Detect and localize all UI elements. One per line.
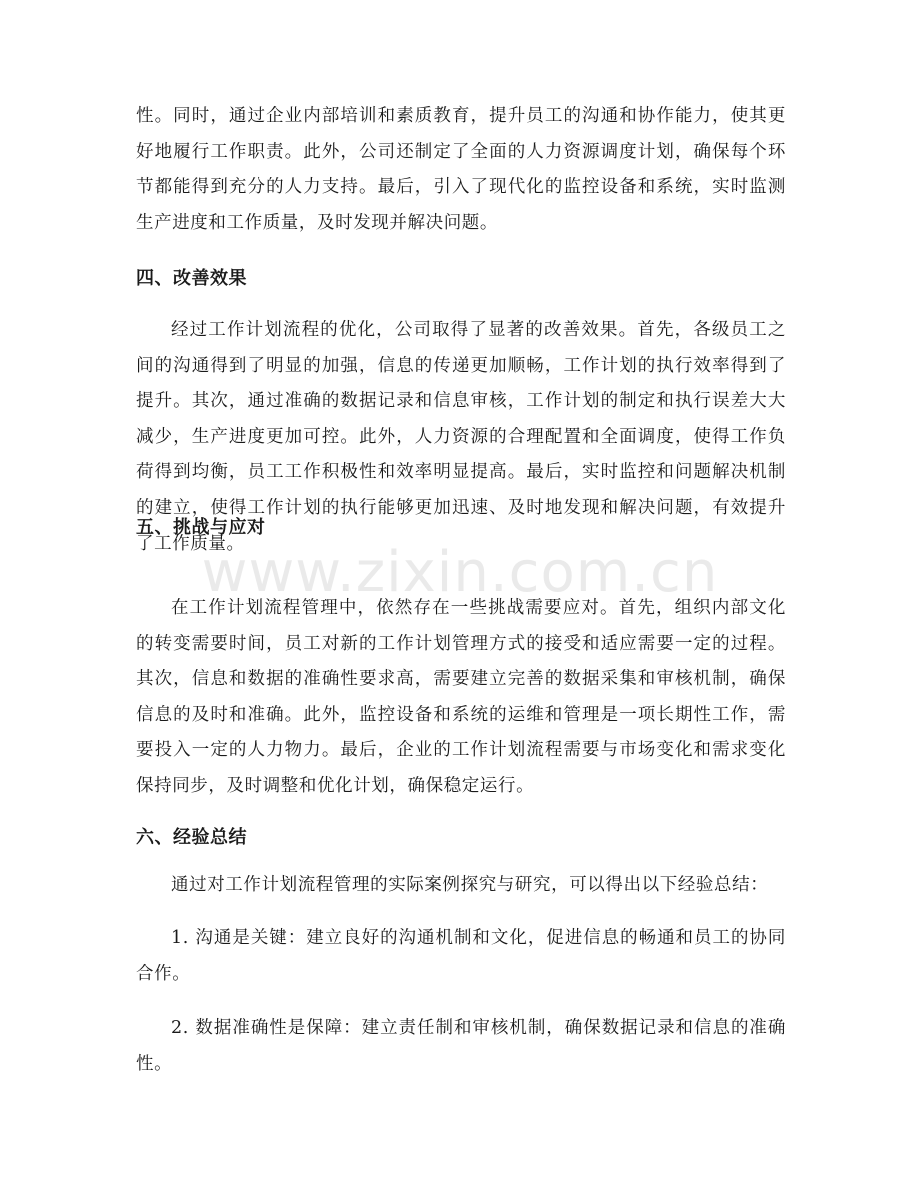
summary-list-item: 1. 沟通是关键：建立良好的沟通机制和文化，促进信息的畅通和员工的协同合作。 bbox=[136, 928, 786, 984]
watermark: www.zixin.com.cn bbox=[201, 540, 719, 605]
section-heading-improvement: 四、改善效果 bbox=[136, 268, 247, 289]
section-heading-summary: 六、经验总结 bbox=[136, 827, 247, 848]
section-heading-challenges: 五、挑战与应对 bbox=[136, 517, 266, 538]
section-paragraph-improvement: 经过工作计划流程的优化，公司取得了显著的改善效果。首先，各级员工之间的沟通得到了明显的加强，信息的传递更加顺畅，工作计划的执行效率得到了提升。其次，通过准确的数据记录和信息审核，工作计划的制定和执行误差大大减少，生产进度更加可控。此外，人力资源的合理配置和全面调度，使得工作负荷得到均衡，员工工作积极性和效率明显提高。最后，实时监控和问题解决机制的建立，使得工作计划的执行能够更加迅速、及时地发现和解决问题，有效提升了工作质量。 bbox=[136, 320, 786, 554]
continuation-paragraph: 性。同时，通过企业内部培训和素质教育，提升员工的沟通和协作能力，使其更好地履行工作职责。此外，公司还制定了全面的人力资源调度计划，确保每个环节都能得到充分的人力支持。最后，引入了现代化的监控设备和系统，实时监测生产进度和工作质量，及时发现并解决问题。 bbox=[136, 106, 786, 233]
section-paragraph-summary: 通过对工作计划流程管理的实际案例探究与研究，可以得出以下经验总结： bbox=[171, 875, 769, 895]
section-paragraph-challenges: 在工作计划流程管理中，依然存在一些挑战需要应对。首先，组织内部文化的转变需要时间，员工对新的工作计划管理方式的接受和适应需要一定的过程。其次，信息和数据的准确性要求高，需要建立完善的数据采集和审核机制，确保信息的及时和准确。此外，监控设备和系统的运维和管理是一项长期性工作，需要投入一定的人力物力。最后，企业的工作计划流程需要与市场变化和需求变化保持同步，及时调整和优化计划，确保稳定运行。 bbox=[136, 598, 786, 796]
summary-list-item: 2. 数据准确性是保障：建立责任制和审核机制，确保数据记录和信息的准确性。 bbox=[136, 1018, 786, 1074]
